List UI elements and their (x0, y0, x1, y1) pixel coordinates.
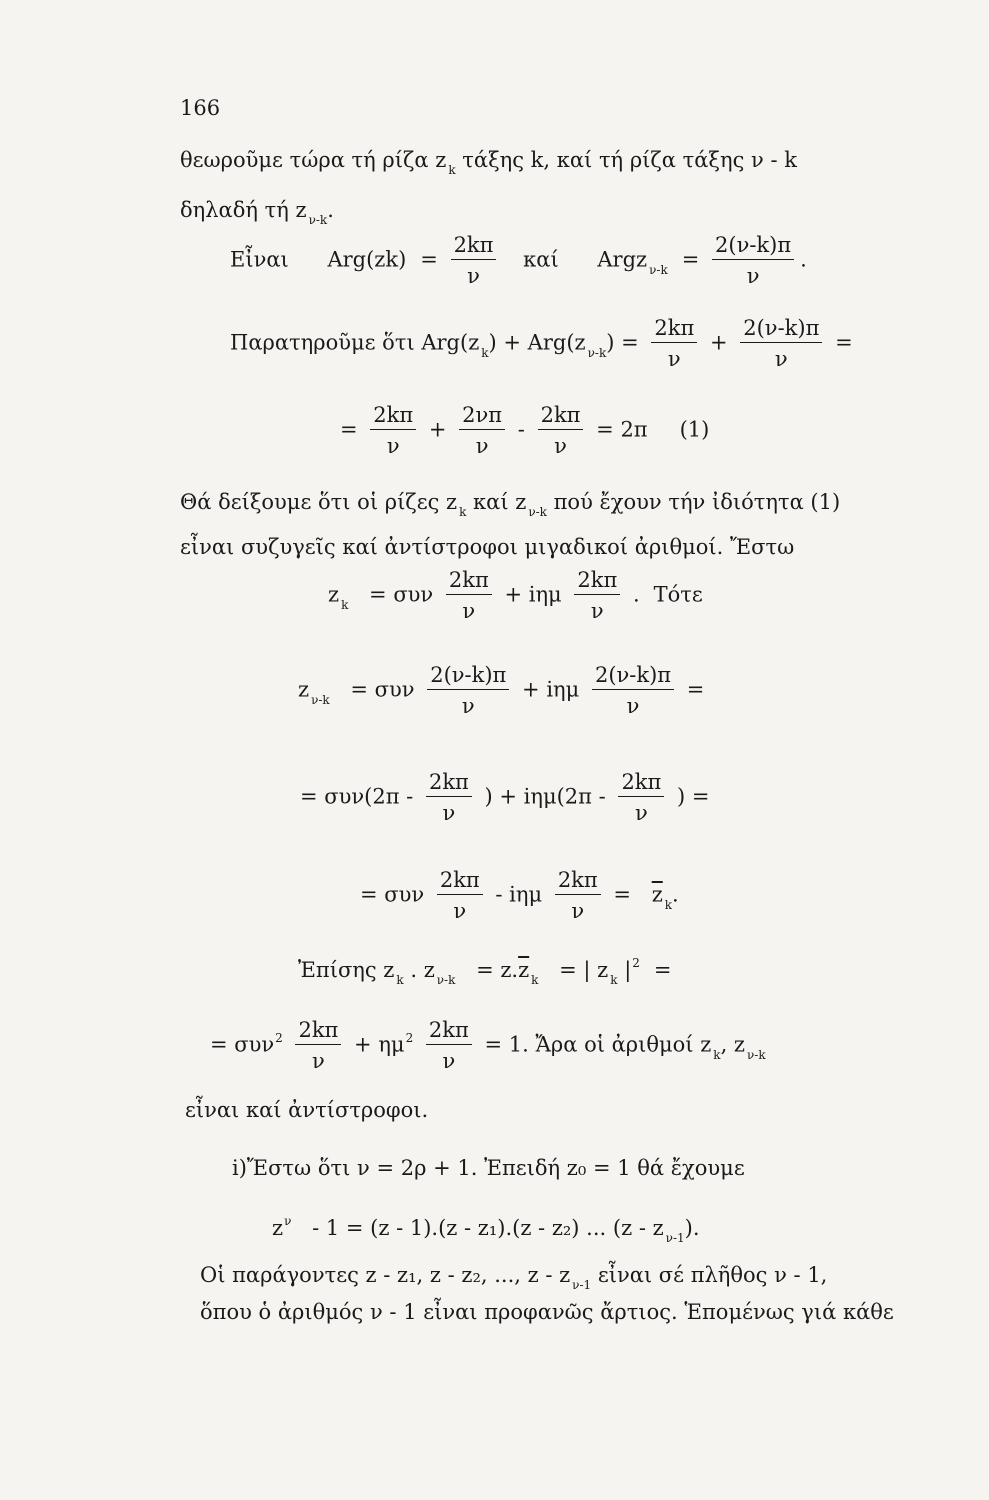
text-line-2: δηλαδή τή z $_{\nu-k}$. (180, 198, 334, 227)
equation-arg: Εἶναι Arg(zk) = $\frac{2k\pi}{\nu}$ καί Argz $_{\nu-k}$ = $\frac{2(\nu-k)\pi}{\nu}$ . (230, 233, 807, 288)
fraction: $\frac{2k\pi}{\nu}$ (426, 772, 472, 824)
fraction: $\frac{2k\pi}{\nu}$ (437, 870, 483, 922)
equation-zvk: z $_{\nu-k}$ = συν $\frac{2(\nu-k)\pi}{\nu}$ + iημ $\frac{2(\nu-k)\pi}{\nu}$ = (298, 663, 705, 718)
fraction: $\frac{2(\nu-k)\pi}{\nu}$ (712, 235, 794, 287)
equation-step-2: = συν $\frac{2k\pi}{\nu}$ - iημ $\frac{2k\pi}{\nu}$ = $\overline{z}$ $_k$. (360, 868, 679, 923)
equation-step-1: = συν(2π - $\frac{2k\pi}{\nu}$ ) + iημ(2π - $\frac{2k\pi}{\nu}$ ) = (300, 770, 710, 825)
text-line-8: ὅπου ὁ ἀριθμός ν - 1 εἶναι προφανῶς ἄρτιος. Ἑπομένως γιά κάθε (200, 1300, 894, 1324)
fraction: $\frac{2k\pi}{\nu}$ (295, 1020, 341, 1072)
text-line-6: i)Ἔστω ὅτι ν = 2ρ + 1. Ἐπειδή z₀ = 1 θά ἔχουμε (232, 1156, 745, 1180)
fraction: $\frac{2k\pi}{\nu}$ (651, 318, 697, 370)
equation-product: Ἐπίσης z $_k$ . z $_{\nu-k} = z.\overline{z}$ $_k$ = | z $_k$ $|^2$ = (298, 956, 672, 987)
equation-zk: z $_k$ = συν $\frac{2k\pi}{\nu}$ + iημ $\frac{2k\pi}{\nu}$ . Τότε (328, 568, 703, 623)
fraction: $\frac{2k\pi}{\nu}$ (555, 870, 601, 922)
fraction: $\frac{2(\nu-k)\pi}{\nu}$ (427, 665, 509, 717)
fraction: $\frac{2k\pi}{\nu}$ (618, 772, 664, 824)
equation-result: = $\frac{2k\pi}{\nu}$ + $\frac{2\nu\pi}{\nu}$ - $\frac{2k\pi}{\nu}$ = 2π (1) (340, 403, 710, 458)
text-line-4: εἶναι συζυγεῖς καί ἀντίστροφοι μιγαδικοί ἀριθμοί. Ἔστω (180, 535, 795, 559)
fraction: $\frac{2k\pi}{\nu}$ (451, 235, 497, 287)
fraction: $\frac{2(\nu-k)\pi}{\nu}$ (740, 318, 822, 370)
text-line-5: εἶναι καί ἀντίστροφοι. (185, 1098, 429, 1122)
page-number: 166 (180, 96, 221, 120)
equation-sum: Παρατηροῦμε ὅτι Arg(z $_k$) + Arg(z $_{\nu-k}$) = $\frac{2k\pi}{\nu}$ + $\frac{2(\nu-k)\pi}{\nu}$ = (230, 316, 853, 371)
equation-factorization: $z^\nu - 1 = (z - 1).(z - z_1).(z - z_2)$ ... (z - z $_{\nu-1}$). (272, 1214, 700, 1245)
fraction: $\frac{2k\pi}{\nu}$ (426, 1020, 472, 1072)
text-line-3: Θά δείξουμε ὅτι οἱ ρίζες z $_k$ καί z $_{\nu-k}$ πού ἔχουν τήν ἰδιότητα (1) (180, 490, 841, 519)
fraction: $\frac{2k\pi}{\nu}$ (370, 405, 416, 457)
fraction: $\frac{2k\pi}{\nu}$ (574, 570, 620, 622)
fraction: $\frac{2k\pi}{\nu}$ (538, 405, 584, 457)
fraction: $\frac{2k\pi}{\nu}$ (446, 570, 492, 622)
fraction: $\frac{2(\nu-k)\pi}{\nu}$ (592, 665, 674, 717)
text-line-1: θεωροῦμε τώρα τή ρίζα z $_k$ τάξης k, καί τή ρίζα τάξης ν - k (180, 148, 797, 177)
fraction: $\frac{2\nu\pi}{\nu}$ (459, 405, 505, 457)
equation-identity: = συν$^2$ $\frac{2k\pi}{\nu}$ + $\eta\mu^2$ $\frac{2k\pi}{\nu}$ = 1. Ἄρα οἱ ἀριθμοί z $_k$, z $_{\nu-k}$ (210, 1018, 766, 1073)
text-line-7: Οἱ παράγοντες z - z₁, z - z₂, ..., z - z $_{\nu-1}$ εἶναι σέ πλῆθος ν - 1, (200, 1263, 828, 1292)
